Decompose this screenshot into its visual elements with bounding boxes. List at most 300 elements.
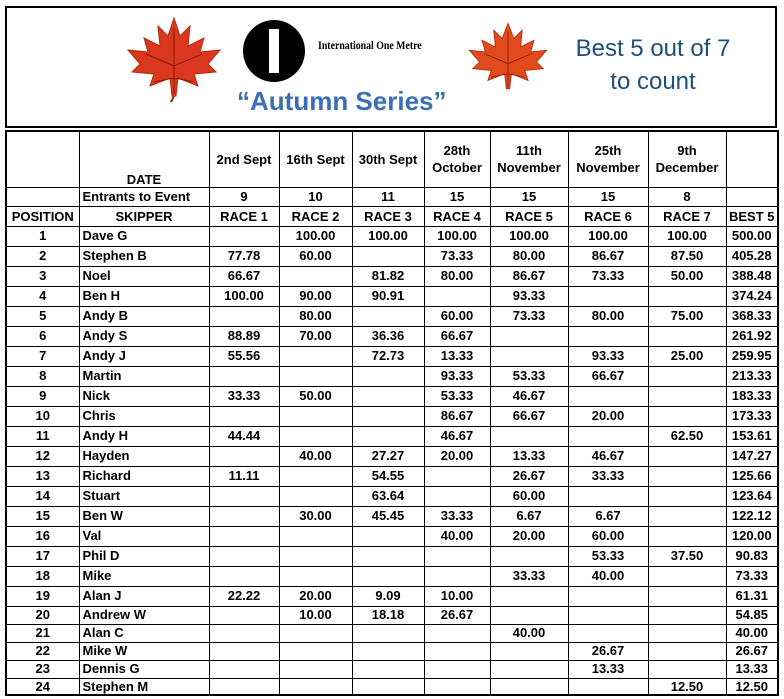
skipper-name: Andy B — [79, 306, 209, 326]
table-row — [6, 642, 778, 660]
race-score: 26.67 — [424, 606, 490, 624]
race-score: 30.00 — [279, 506, 352, 526]
position-cell: 14 — [6, 486, 79, 506]
race-score — [352, 406, 424, 426]
position-cell: 18 — [6, 566, 79, 586]
race-score — [490, 586, 568, 606]
race-score — [424, 286, 490, 306]
race-date-line-1: 30th Sept — [358, 151, 418, 167]
race-score: 80.00 — [568, 306, 648, 326]
race-date-line-2: October — [432, 160, 482, 176]
race-score — [648, 406, 726, 426]
skipper-name: Nick — [79, 386, 209, 406]
race-score — [424, 660, 490, 678]
table-row — [6, 566, 778, 586]
race-header: RACE 7 — [648, 206, 726, 226]
race-score: 100.00 — [648, 226, 726, 246]
position-cell: 4 — [6, 286, 79, 306]
skipper-name: Andrew W — [79, 606, 209, 624]
race-score: 50.00 — [648, 266, 726, 286]
race-score — [490, 606, 568, 624]
race-score — [209, 546, 279, 566]
best-five-total: 120.00 — [726, 526, 778, 546]
best-five-total: 61.31 — [726, 586, 778, 606]
race-score — [490, 678, 568, 695]
race-score — [648, 586, 726, 606]
entrants-count: 10 — [279, 187, 352, 206]
race-score: 26.67 — [568, 642, 648, 660]
race-score: 40.00 — [279, 446, 352, 466]
position-cell: 16 — [6, 526, 79, 546]
best-five-total: 368.33 — [726, 306, 778, 326]
position-cell: 21 — [6, 624, 79, 642]
best-five-total: 122.12 — [726, 506, 778, 526]
position-cell: 11 — [6, 426, 79, 446]
race-score — [648, 606, 726, 624]
best-five-total: 90.83 — [726, 546, 778, 566]
race-date-line-1: 9th — [677, 143, 697, 159]
race-score — [490, 660, 568, 678]
table-row — [6, 466, 778, 486]
best-note-line-2: to count — [610, 68, 696, 95]
race-score — [568, 286, 648, 306]
position-cell: 2 — [6, 246, 79, 266]
position-cell: 8 — [6, 366, 79, 386]
position-cell: 23 — [6, 660, 79, 678]
race-score — [568, 678, 648, 695]
race-score: 18.18 — [352, 606, 424, 624]
race-date-line-1: 11th — [515, 143, 542, 159]
race-score — [490, 426, 568, 446]
race-score: 13.33 — [568, 660, 648, 678]
skipper-name: Mike — [79, 566, 209, 586]
best-five-total: 259.95 — [726, 346, 778, 366]
empty-cell — [726, 187, 778, 206]
race-score — [568, 624, 648, 642]
best-five-total: 500.00 — [726, 226, 778, 246]
skipper-name: Stuart — [79, 486, 209, 506]
race-score: 33.33 — [490, 566, 568, 586]
race-score — [352, 624, 424, 642]
best-five-total: 374.24 — [726, 286, 778, 306]
race-score — [209, 606, 279, 624]
skipper-name: Dennis G — [79, 660, 209, 678]
race-date — [209, 131, 279, 187]
race-score: 73.33 — [568, 266, 648, 286]
race-score: 63.64 — [352, 486, 424, 506]
race-date-line-2: December — [655, 160, 719, 176]
race-score: 33.33 — [424, 506, 490, 526]
race-score: 53.33 — [424, 386, 490, 406]
race-score: 88.89 — [209, 326, 279, 346]
entrants-count: 11 — [352, 187, 424, 206]
race-score — [279, 346, 352, 366]
race-header: RACE 5 — [490, 206, 568, 226]
race-header: RACE 1 — [209, 206, 279, 226]
table-row — [6, 286, 778, 306]
table-row — [6, 246, 778, 266]
table-row — [6, 406, 778, 426]
race-score — [279, 546, 352, 566]
table-row — [6, 266, 778, 286]
best-five-total: 12.50 — [726, 678, 778, 695]
race-score: 10.00 — [424, 586, 490, 606]
race-score — [352, 386, 424, 406]
race-score: 27.27 — [352, 446, 424, 466]
best-five-total: 40.00 — [726, 624, 778, 642]
race-score: 80.00 — [424, 266, 490, 286]
race-score: 100.00 — [279, 226, 352, 246]
skipper-name: Stephen M — [79, 678, 209, 695]
race-score: 33.33 — [568, 466, 648, 486]
race-score — [424, 566, 490, 586]
skipper-name: Martin — [79, 366, 209, 386]
race-score: 93.33 — [490, 286, 568, 306]
race-date-line-1: 25th — [594, 143, 622, 159]
best-five-total: 147.27 — [726, 446, 778, 466]
table-row — [6, 546, 778, 566]
race-score — [648, 286, 726, 306]
table-row — [6, 486, 778, 506]
race-score: 66.67 — [490, 406, 568, 426]
race-score: 73.33 — [424, 246, 490, 266]
race-score: 75.00 — [648, 306, 726, 326]
position-header: POSITION — [6, 206, 79, 226]
race-score: 20.00 — [568, 406, 648, 426]
best-five-total: 54.85 — [726, 606, 778, 624]
race-date-line-2: November — [576, 160, 640, 176]
empty-cell — [6, 131, 79, 187]
race-score: 40.00 — [424, 526, 490, 546]
race-score — [424, 546, 490, 566]
position-cell: 22 — [6, 642, 79, 660]
race-score — [352, 526, 424, 546]
best-five-total: 261.92 — [726, 326, 778, 346]
table-row — [6, 226, 778, 246]
race-score — [209, 226, 279, 246]
race-score — [279, 366, 352, 386]
race-score: 33.33 — [209, 386, 279, 406]
skipper-name: Ben H — [79, 286, 209, 306]
entrants-count: 9 — [209, 187, 279, 206]
race-score: 60.00 — [568, 526, 648, 546]
maple-leaf-icon — [124, 16, 224, 102]
race-score — [279, 266, 352, 286]
race-score: 70.00 — [279, 326, 352, 346]
entrants-count: 15 — [424, 187, 490, 206]
results-table — [5, 130, 779, 696]
race-score: 6.67 — [568, 506, 648, 526]
skipper-name: Ben W — [79, 506, 209, 526]
race-score — [648, 486, 726, 506]
table-row — [6, 326, 778, 346]
race-score: 20.00 — [424, 446, 490, 466]
race-score — [352, 546, 424, 566]
race-score: 9.09 — [352, 586, 424, 606]
race-score — [352, 366, 424, 386]
race-score: 100.00 — [209, 286, 279, 306]
race-score — [568, 586, 648, 606]
race-score: 25.00 — [648, 346, 726, 366]
entrants-count: 8 — [648, 187, 726, 206]
race-score: 54.55 — [352, 466, 424, 486]
class-logo-icon — [243, 20, 305, 82]
race-score: 80.00 — [490, 246, 568, 266]
race-score — [352, 246, 424, 266]
race-score — [209, 642, 279, 660]
race-date — [352, 131, 424, 187]
date-row — [6, 131, 778, 187]
table-row — [6, 306, 778, 326]
best-five-total: 153.61 — [726, 426, 778, 446]
skipper-name: Hayden — [79, 446, 209, 466]
race-score: 44.44 — [209, 426, 279, 446]
race-score — [648, 624, 726, 642]
best-five-total: 13.33 — [726, 660, 778, 678]
race-date-line-2: November — [497, 160, 561, 176]
race-score — [424, 642, 490, 660]
race-score — [490, 326, 568, 346]
best-five-total: 405.28 — [726, 246, 778, 266]
race-score — [424, 466, 490, 486]
table-row — [6, 506, 778, 526]
race-header: RACE 2 — [279, 206, 352, 226]
race-score: 55.56 — [209, 346, 279, 366]
race-date — [648, 131, 726, 187]
best-note-line-1: Best 5 out of 7 — [575, 35, 731, 62]
race-score — [352, 660, 424, 678]
position-cell: 7 — [6, 346, 79, 366]
race-score — [279, 642, 352, 660]
race-score — [352, 642, 424, 660]
race-score — [209, 486, 279, 506]
best-five-total: 183.33 — [726, 386, 778, 406]
race-score — [209, 446, 279, 466]
position-cell: 9 — [6, 386, 79, 406]
race-score: 100.00 — [352, 226, 424, 246]
table-row — [6, 586, 778, 606]
skipper-name: Stephen B — [79, 246, 209, 266]
race-score — [648, 466, 726, 486]
race-score — [209, 624, 279, 642]
race-score: 13.33 — [490, 446, 568, 466]
race-score: 87.50 — [648, 246, 726, 266]
column-header-row — [6, 206, 778, 226]
race-date-line-1: 28th — [443, 143, 471, 159]
race-score: 62.50 — [648, 426, 726, 446]
race-score — [352, 426, 424, 446]
race-score — [209, 366, 279, 386]
race-score: 66.67 — [209, 266, 279, 286]
position-cell: 15 — [6, 506, 79, 526]
race-score — [279, 624, 352, 642]
date-label: DATE — [79, 131, 209, 187]
race-score: 37.50 — [648, 546, 726, 566]
position-cell: 3 — [6, 266, 79, 286]
race-score: 100.00 — [424, 226, 490, 246]
race-score — [352, 306, 424, 326]
race-header: RACE 3 — [352, 206, 424, 226]
skipper-name: Andy J — [79, 346, 209, 366]
race-score — [648, 642, 726, 660]
race-score — [279, 660, 352, 678]
race-score — [279, 566, 352, 586]
race-score — [648, 566, 726, 586]
race-score: 90.00 — [279, 286, 352, 306]
race-date-line-1: 16th Sept — [286, 151, 345, 167]
best-five-total: 123.64 — [726, 486, 778, 506]
skipper-name: Mike W — [79, 642, 209, 660]
entrants-row — [6, 187, 778, 206]
skipper-name: Richard — [79, 466, 209, 486]
position-cell: 24 — [6, 678, 79, 695]
race-score — [648, 506, 726, 526]
maple-leaf-icon — [466, 20, 550, 104]
logo-text: International One Metre — [318, 38, 422, 52]
position-cell: 13 — [6, 466, 79, 486]
race-score — [648, 386, 726, 406]
race-score — [568, 326, 648, 346]
race-score — [424, 678, 490, 695]
race-score: 77.78 — [209, 246, 279, 266]
race-score: 12.50 — [648, 678, 726, 695]
skipper-name: Val — [79, 526, 209, 546]
table-row — [6, 526, 778, 546]
race-score: 93.33 — [568, 346, 648, 366]
skipper-name: Noel — [79, 266, 209, 286]
position-cell: 17 — [6, 546, 79, 566]
race-score: 53.33 — [568, 546, 648, 566]
race-score — [352, 566, 424, 586]
skipper-name: Andy H — [79, 426, 209, 446]
entrants-label: Entrants to Event — [79, 187, 209, 206]
race-score: 100.00 — [568, 226, 648, 246]
skipper-name: Phil D — [79, 546, 209, 566]
race-score — [209, 506, 279, 526]
race-score — [279, 426, 352, 446]
race-score — [490, 346, 568, 366]
skipper-name: Andy S — [79, 326, 209, 346]
race-score: 46.67 — [424, 426, 490, 446]
race-score — [279, 678, 352, 695]
race-score: 40.00 — [568, 566, 648, 586]
race-score — [279, 466, 352, 486]
race-score: 45.45 — [352, 506, 424, 526]
race-score: 90.91 — [352, 286, 424, 306]
race-score: 20.00 — [490, 526, 568, 546]
table-row — [6, 426, 778, 446]
position-cell: 20 — [6, 606, 79, 624]
race-score: 40.00 — [490, 624, 568, 642]
race-score: 60.00 — [424, 306, 490, 326]
race-score: 81.82 — [352, 266, 424, 286]
race-score — [568, 486, 648, 506]
empty-cell — [726, 131, 778, 187]
race-score — [648, 446, 726, 466]
race-score: 50.00 — [279, 386, 352, 406]
entrants-count: 15 — [490, 187, 568, 206]
race-score — [424, 486, 490, 506]
table-row — [6, 660, 778, 678]
race-score: 60.00 — [279, 246, 352, 266]
position-cell: 12 — [6, 446, 79, 466]
race-score: 26.67 — [490, 466, 568, 486]
best-five-total: 26.67 — [726, 642, 778, 660]
race-score: 86.67 — [424, 406, 490, 426]
series-title: “Autumn Series” — [237, 86, 447, 116]
position-cell: 10 — [6, 406, 79, 426]
race-score: 13.33 — [424, 346, 490, 366]
race-date — [424, 131, 490, 187]
table-row — [6, 346, 778, 366]
race-score: 72.73 — [352, 346, 424, 366]
table-row — [6, 366, 778, 386]
race-score: 93.33 — [424, 366, 490, 386]
table-row — [6, 446, 778, 466]
race-score: 6.67 — [490, 506, 568, 526]
race-score: 20.00 — [279, 586, 352, 606]
position-cell: 1 — [6, 226, 79, 246]
race-score — [279, 526, 352, 546]
race-score: 46.67 — [568, 446, 648, 466]
race-score — [279, 486, 352, 506]
race-score: 53.33 — [490, 366, 568, 386]
race-score: 11.11 — [209, 466, 279, 486]
race-score — [568, 386, 648, 406]
best-five-total: 73.33 — [726, 566, 778, 586]
race-score: 86.67 — [490, 266, 568, 286]
position-cell: 5 — [6, 306, 79, 326]
race-score: 46.67 — [490, 386, 568, 406]
race-date — [279, 131, 352, 187]
skipper-header: SKIPPER — [79, 206, 209, 226]
skipper-name: Dave G — [79, 226, 209, 246]
race-score: 10.00 — [279, 606, 352, 624]
race-score: 22.22 — [209, 586, 279, 606]
empty-cell — [6, 187, 79, 206]
race-score — [209, 660, 279, 678]
best-five-total: 125.66 — [726, 466, 778, 486]
race-score — [209, 526, 279, 546]
race-score — [424, 624, 490, 642]
race-score: 80.00 — [279, 306, 352, 326]
position-cell: 19 — [6, 586, 79, 606]
race-score: 60.00 — [490, 486, 568, 506]
race-score — [648, 326, 726, 346]
race-score — [209, 306, 279, 326]
best-five-total: 213.33 — [726, 366, 778, 386]
race-score — [568, 606, 648, 624]
skipper-name: Alan J — [79, 586, 209, 606]
race-date — [490, 131, 568, 187]
table-row — [6, 624, 778, 642]
race-date-line-1: 2nd Sept — [216, 151, 272, 167]
race-score: 36.36 — [352, 326, 424, 346]
skipper-name: Alan C — [79, 624, 209, 642]
race-score — [490, 642, 568, 660]
table-row — [6, 678, 778, 695]
race-score: 66.67 — [424, 326, 490, 346]
table-row — [6, 386, 778, 406]
best-of-note — [560, 32, 746, 98]
race-score — [209, 406, 279, 426]
skipper-name: Chris — [79, 406, 209, 426]
race-score — [648, 526, 726, 546]
best-five-total: 173.33 — [726, 406, 778, 426]
race-score — [648, 366, 726, 386]
race-score: 73.33 — [490, 306, 568, 326]
race-header: RACE 6 — [568, 206, 648, 226]
